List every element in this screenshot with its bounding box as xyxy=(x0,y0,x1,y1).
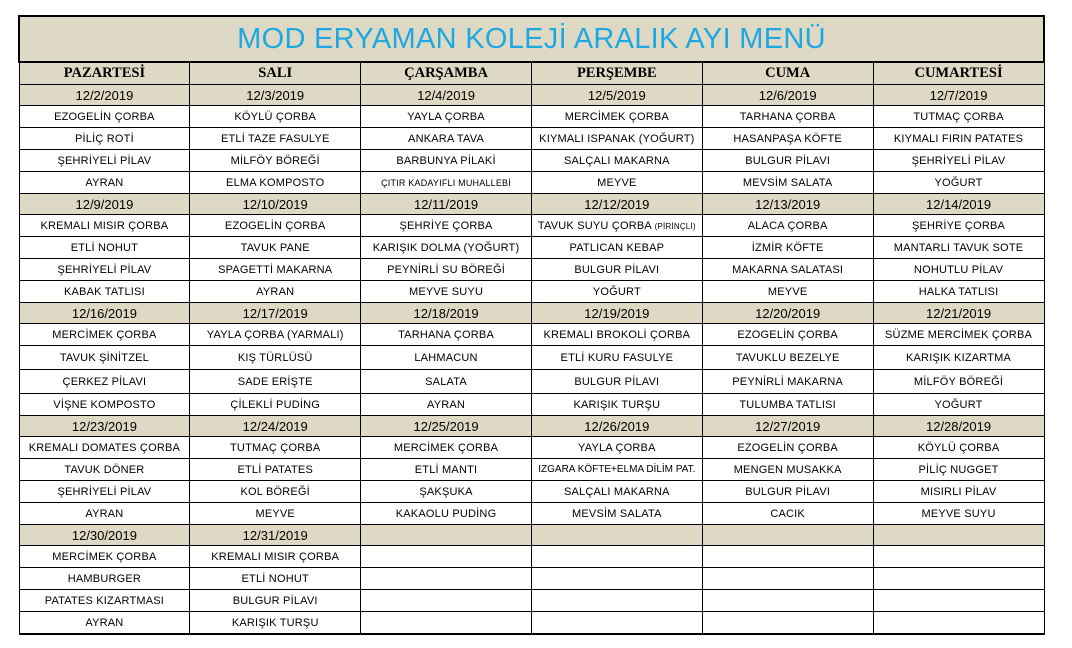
menu-item: KOL BÖREĞİ xyxy=(190,481,361,503)
menu-item: KARIŞIK KIZARTMA xyxy=(873,346,1044,370)
menu-sheet xyxy=(18,15,1045,635)
menu-item: YAYLA ÇORBA xyxy=(531,437,702,459)
menu-item: EZOGELİN ÇORBA xyxy=(702,437,873,459)
menu-item: SPAGETTİ MAKARNA xyxy=(190,259,361,281)
menu-item: TUTMAÇ ÇORBA xyxy=(873,106,1044,128)
menu-item: KREMALI MISIR ÇORBA xyxy=(19,215,190,237)
week-3-extra-row xyxy=(19,394,1044,416)
empty-cell xyxy=(531,546,702,568)
date-cell: 12/31/2019 xyxy=(190,525,361,546)
week-3-main-row xyxy=(19,346,1044,370)
menu-item: MEYVE xyxy=(531,172,702,194)
week-5-soup-row xyxy=(19,546,1044,568)
date-cell: 12/18/2019 xyxy=(361,303,532,324)
menu-item: BULGUR PİLAVI xyxy=(531,370,702,394)
menu-item: MEYVE xyxy=(702,281,873,303)
menu-item: KREMALI DOMATES ÇORBA xyxy=(19,437,190,459)
menu-item: ÇERKEZ PİLAVI xyxy=(19,370,190,394)
menu-item: TAVUK PANE xyxy=(190,237,361,259)
empty-cell xyxy=(361,546,532,568)
menu-item: HAMBURGER xyxy=(19,568,190,590)
menu-item-with-note xyxy=(531,215,702,237)
week-4-side-row xyxy=(19,481,1044,503)
menu-item: KREMALI BROKOLİ ÇORBA xyxy=(531,324,702,346)
menu-item: ŞEHRİYE ÇORBA xyxy=(873,215,1044,237)
menu-item: MEYVE SUYU xyxy=(873,503,1044,525)
menu-item: ŞEHRİYELİ PİLAV xyxy=(19,481,190,503)
week-4-soup-row xyxy=(19,437,1044,459)
empty-cell xyxy=(361,612,532,635)
week-3-side-row xyxy=(19,370,1044,394)
week-2-main-row xyxy=(19,237,1044,259)
week-5-side-row xyxy=(19,590,1044,612)
menu-item: MEVSİM SALATA xyxy=(702,172,873,194)
empty-cell xyxy=(702,568,873,590)
date-cell: 12/28/2019 xyxy=(873,416,1044,437)
date-cell: 12/14/2019 xyxy=(873,194,1044,215)
date-cell: 12/24/2019 xyxy=(190,416,361,437)
date-cell: 12/5/2019 xyxy=(531,85,702,106)
menu-item: ŞEHRİYE ÇORBA xyxy=(361,215,532,237)
date-cell: 12/10/2019 xyxy=(190,194,361,215)
date-cell: 12/26/2019 xyxy=(531,416,702,437)
empty-cell xyxy=(873,546,1044,568)
menu-item: ETLİ MANTI xyxy=(361,459,532,481)
menu-item: KÖYLÜ ÇORBA xyxy=(190,106,361,128)
date-cell xyxy=(531,525,702,546)
menu-item: PATLICAN KEBAP xyxy=(531,237,702,259)
menu-item: BULGUR PİLAVI xyxy=(702,481,873,503)
menu-item: KAKAOLU PUDİNG xyxy=(361,503,532,525)
menu-item: SALÇALI MAKARNA xyxy=(531,481,702,503)
empty-cell xyxy=(702,546,873,568)
date-cell: 12/21/2019 xyxy=(873,303,1044,324)
menu-item: MEVSİM SALATA xyxy=(531,503,702,525)
empty-cell xyxy=(531,590,702,612)
menu-item: TAVUK DÖNER xyxy=(19,459,190,481)
date-cell: 12/30/2019 xyxy=(19,525,190,546)
menu-item: MANTARLI TAVUK SOTE xyxy=(873,237,1044,259)
day-header-friday: CUMA xyxy=(702,62,873,85)
menu-item: TAVUK ŞİNİTZEL xyxy=(19,346,190,370)
date-cell: 12/13/2019 xyxy=(702,194,873,215)
week-5-extra-row xyxy=(19,612,1044,635)
menu-item: TUTMAÇ ÇORBA xyxy=(190,437,361,459)
date-cell: 12/17/2019 xyxy=(190,303,361,324)
menu-item: MERCİMEK ÇORBA xyxy=(19,324,190,346)
menu-item: IZGARA KÖFTE+ELMA DİLİM PAT. xyxy=(531,459,702,481)
menu-item: SALATA xyxy=(361,370,532,394)
week-1-date-row xyxy=(19,85,1044,106)
empty-cell xyxy=(702,612,873,635)
day-header-thursday: PERŞEMBE xyxy=(531,62,702,85)
date-cell: 12/19/2019 xyxy=(531,303,702,324)
date-cell: 12/7/2019 xyxy=(873,85,1044,106)
menu-item: HALKA TATLISI xyxy=(873,281,1044,303)
menu-item: MİLFÖY BÖREĞİ xyxy=(873,370,1044,394)
date-cell: 12/20/2019 xyxy=(702,303,873,324)
day-header-tuesday: SALI xyxy=(190,62,361,85)
date-cell: 12/9/2019 xyxy=(19,194,190,215)
menu-item: PATATES KIZARTMASI xyxy=(19,590,190,612)
menu-item: ETLİ NOHUT xyxy=(19,237,190,259)
day-header-monday: PAZARTESİ xyxy=(19,62,190,85)
menu-item: CACIK xyxy=(702,503,873,525)
menu-item: SALÇALI MAKARNA xyxy=(531,150,702,172)
menu-item: YOĞURT xyxy=(873,394,1044,416)
menu-item: ÇİLEKLİ PUDİNG xyxy=(190,394,361,416)
menu-item: ŞAKŞUKA xyxy=(361,481,532,503)
menu-item: MENGEN MUSAKKA xyxy=(702,459,873,481)
menu-item: ŞEHRİYELİ PİLAV xyxy=(19,259,190,281)
menu-item: ŞEHRİYELİ PİLAV xyxy=(873,150,1044,172)
date-cell: 12/23/2019 xyxy=(19,416,190,437)
menu-item: PİLİÇ NUGGET xyxy=(873,459,1044,481)
menu-item-text: TAVUK SUYU ÇORBA xyxy=(537,219,652,232)
menu-item: ÇITIR KADAYIFLI MUHALLEBİ xyxy=(361,172,532,194)
date-cell xyxy=(873,525,1044,546)
day-header-row xyxy=(19,62,1044,85)
week-1-main-row xyxy=(19,128,1044,150)
menu-item: TAVUKLU BEZELYE xyxy=(702,346,873,370)
menu-item: EZOGELİN ÇORBA xyxy=(190,215,361,237)
menu-item: TULUMBA TATLISI xyxy=(702,394,873,416)
date-cell: 12/2/2019 xyxy=(19,85,190,106)
menu-item: YAYLA ÇORBA (YARMALI) xyxy=(190,324,361,346)
week-2-date-row xyxy=(19,194,1044,215)
empty-cell xyxy=(531,568,702,590)
date-cell xyxy=(702,525,873,546)
menu-item: KÖYLÜ ÇORBA xyxy=(873,437,1044,459)
menu-item: YOĞURT xyxy=(531,281,702,303)
menu-item: TARHANA ÇORBA xyxy=(702,106,873,128)
week-2-extra-row xyxy=(19,281,1044,303)
empty-cell xyxy=(361,590,532,612)
day-header-saturday: CUMARTESİ xyxy=(873,62,1044,85)
menu-item: AYRAN xyxy=(361,394,532,416)
menu-item: YOĞURT xyxy=(873,172,1044,194)
menu-item: ETLİ KURU FASULYE xyxy=(531,346,702,370)
menu-item: KIYMALI FIRIN PATATES xyxy=(873,128,1044,150)
menu-item: VİŞNE KOMPOSTO xyxy=(19,394,190,416)
menu-item: BULGUR PİLAVI xyxy=(190,590,361,612)
menu-item: ELMA KOMPOSTO xyxy=(190,172,361,194)
date-cell: 12/12/2019 xyxy=(531,194,702,215)
menu-item: BARBUNYA PİLAKİ xyxy=(361,150,532,172)
date-cell: 12/11/2019 xyxy=(361,194,532,215)
menu-item: KABAK TATLISI xyxy=(19,281,190,303)
menu-item: AYRAN xyxy=(19,503,190,525)
week-3-soup-row xyxy=(19,324,1044,346)
menu-title: MOD ERYAMAN KOLEJİ ARALIK AYI MENÜ xyxy=(19,16,1044,62)
menu-item: KIŞ TÜRLÜSÜ xyxy=(190,346,361,370)
menu-item: MİLFÖY BÖREĞİ xyxy=(190,150,361,172)
week-4-main-row xyxy=(19,459,1044,481)
menu-item: ALACA ÇORBA xyxy=(702,215,873,237)
week-4-extra-row xyxy=(19,503,1044,525)
week-2-side-row xyxy=(19,259,1044,281)
menu-item-note: (PİRİNÇLİ) xyxy=(654,221,696,231)
menu-item: AYRAN xyxy=(19,612,190,635)
empty-cell xyxy=(361,568,532,590)
menu-item: BULGUR PİLAVI xyxy=(531,259,702,281)
menu-item: PİLİÇ ROTİ xyxy=(19,128,190,150)
menu-item: EZOGELİN ÇORBA xyxy=(19,106,190,128)
menu-item: PEYNİRLİ MAKARNA xyxy=(702,370,873,394)
menu-item: SÜZME MERCİMEK ÇORBA xyxy=(873,324,1044,346)
menu-item: KARIŞIK TURŞU xyxy=(190,612,361,635)
menu-item: KARIŞIK DOLMA (YOĞURT) xyxy=(361,237,532,259)
menu-item: SADE ERİŞTE xyxy=(190,370,361,394)
empty-cell xyxy=(873,590,1044,612)
date-cell: 12/6/2019 xyxy=(702,85,873,106)
menu-item: YAYLA ÇORBA xyxy=(361,106,532,128)
week-1-extra-row xyxy=(19,172,1044,194)
date-cell xyxy=(361,525,532,546)
week-3-date-row xyxy=(19,303,1044,324)
menu-item: MERCİMEK ÇORBA xyxy=(19,546,190,568)
menu-item: ETLİ TAZE FASULYE xyxy=(190,128,361,150)
week-5-date-row xyxy=(19,525,1044,546)
menu-item: ETLİ PATATES xyxy=(190,459,361,481)
menu-item: MERCİMEK ÇORBA xyxy=(531,106,702,128)
menu-item: NOHUTLU PİLAV xyxy=(873,259,1044,281)
empty-cell xyxy=(873,612,1044,635)
menu-item: EZOGELİN ÇORBA xyxy=(702,324,873,346)
menu-item: MERCİMEK ÇORBA xyxy=(361,437,532,459)
menu-item: TARHANA ÇORBA xyxy=(361,324,532,346)
menu-table xyxy=(18,15,1045,635)
week-2-soup-row xyxy=(19,215,1044,237)
menu-item: BULGUR PİLAVI xyxy=(702,150,873,172)
menu-item: KREMALI MISIR ÇORBA xyxy=(190,546,361,568)
menu-item: PEYNİRLİ SU BÖREĞİ xyxy=(361,259,532,281)
menu-item: ETLİ NOHUT xyxy=(190,568,361,590)
week-4-date-row xyxy=(19,416,1044,437)
date-cell: 12/16/2019 xyxy=(19,303,190,324)
date-cell: 12/3/2019 xyxy=(190,85,361,106)
menu-item: MEYVE SUYU xyxy=(361,281,532,303)
menu-item: ANKARA TAVA xyxy=(361,128,532,150)
empty-cell xyxy=(531,612,702,635)
day-header-wednesday: ÇARŞAMBA xyxy=(361,62,532,85)
menu-item: KARIŞIK TURŞU xyxy=(531,394,702,416)
menu-item: KIYMALI ISPANAK (YOĞURT) xyxy=(531,128,702,150)
week-5-main-row xyxy=(19,568,1044,590)
menu-item: İZMİR KÖFTE xyxy=(702,237,873,259)
menu-item: MISIRLI PİLAV xyxy=(873,481,1044,503)
menu-item: MAKARNA SALATASI xyxy=(702,259,873,281)
menu-item: ŞEHRİYELİ PİLAV xyxy=(19,150,190,172)
date-cell: 12/4/2019 xyxy=(361,85,532,106)
empty-cell xyxy=(873,568,1044,590)
week-1-side-row xyxy=(19,150,1044,172)
week-1-soup-row xyxy=(19,106,1044,128)
empty-cell xyxy=(702,590,873,612)
menu-item: LAHMACUN xyxy=(361,346,532,370)
date-cell: 12/25/2019 xyxy=(361,416,532,437)
date-cell: 12/27/2019 xyxy=(702,416,873,437)
menu-item: MEYVE xyxy=(190,503,361,525)
menu-item: HASANPAŞA KÖFTE xyxy=(702,128,873,150)
menu-item: AYRAN xyxy=(190,281,361,303)
menu-item: AYRAN xyxy=(19,172,190,194)
